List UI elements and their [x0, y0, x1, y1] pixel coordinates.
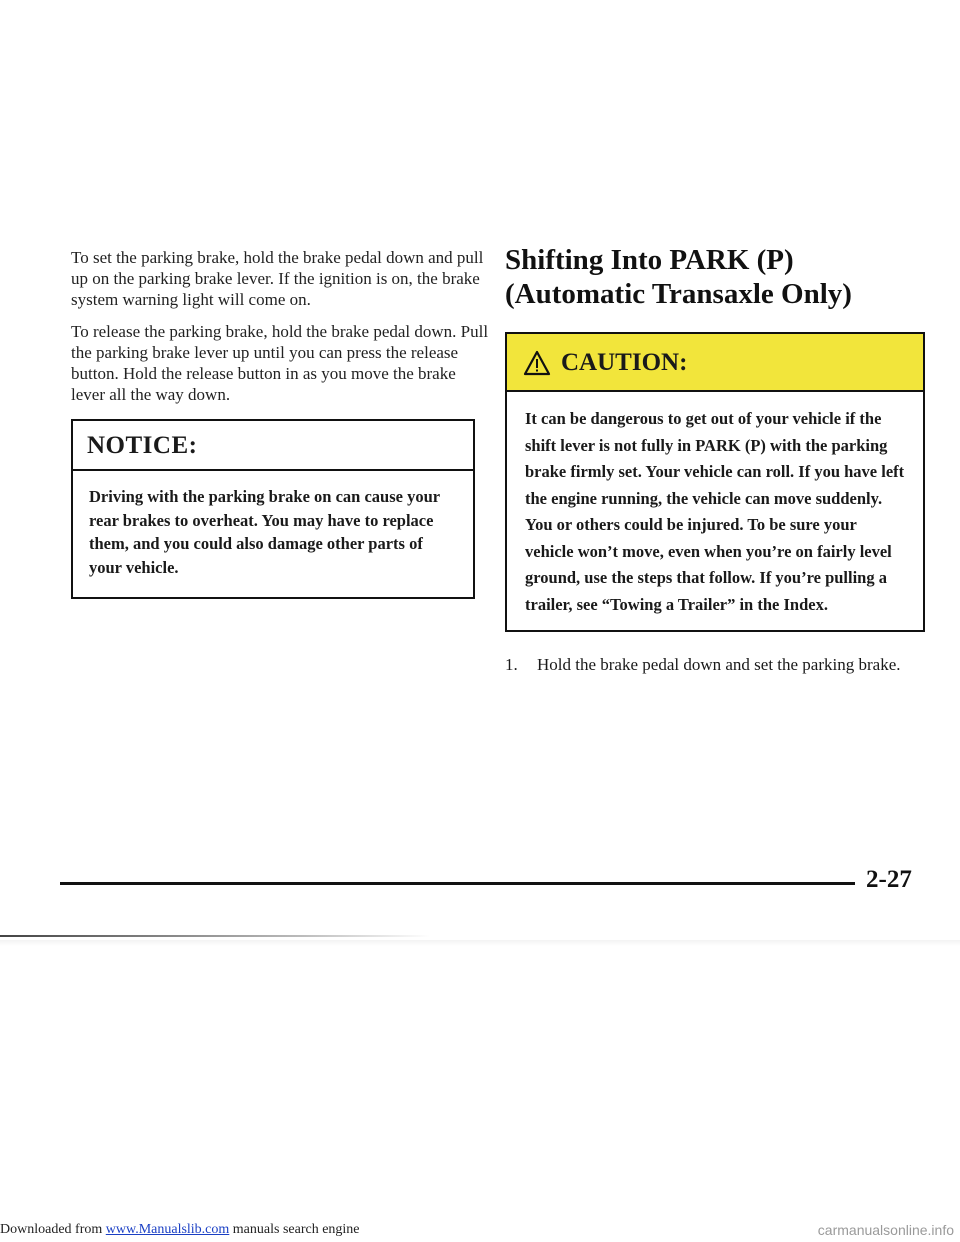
paragraph-set-parking-brake: To set the parking brake, hold the brake pedal down and pull up on the parking brake lever. If the ignition is on, the brake system warning light will come on.	[71, 248, 484, 309]
caution-text: It can be dangerous to get out of your vehicle if the shift lever is not fully in PARK (P) with the parking brake firmly set. Your vehicle can roll. If you have left the engine running, the vehicle can move suddenly. You or others could be injured. To be sure your vehicle won’t move, even when you’re on fairly level ground, use the steps that follow. If you’re pulling a trailer, see “Towing a Trailer” in the Index.	[507, 392, 923, 630]
caution-box	[505, 332, 925, 632]
section-heading	[505, 243, 925, 311]
section-heading-line1: Shifting Into PARK (P)	[505, 244, 794, 276]
step-text: Hold the brake pedal down and set the parking brake.	[537, 655, 901, 674]
footer-rule	[60, 882, 855, 885]
banner-suffix: manuals search engine	[229, 1222, 360, 1237]
warning-triangle-icon	[523, 350, 551, 376]
steps-list	[505, 654, 925, 675]
section-heading-line2: (Automatic Transaxle Only)	[505, 278, 852, 310]
notice-box	[71, 419, 475, 599]
step-number: 1.	[505, 655, 518, 674]
watermark: carmanualsonline.info	[817, 1222, 954, 1238]
banner-prefix: Downloaded from	[0, 1222, 106, 1237]
paragraph-release-parking-brake: To release the parking brake, hold the brake pedal down. Pull the parking brake lever up until you can press the release button. Hold the release button in as you move the brake lever all the way down.	[71, 322, 489, 404]
notice-text: Driving with the parking brake on can cause your rear brakes to overheat. You may have to replace them, and you could also damage other parts of your vehicle.	[89, 487, 440, 577]
manualslib-link[interactable]: www.Manualslib.com	[105, 1222, 230, 1237]
right-column	[505, 243, 925, 675]
caution-header	[507, 334, 923, 392]
list-item	[505, 654, 925, 675]
page-number: 2-27	[866, 866, 912, 893]
notice-title: NOTICE:	[73, 421, 473, 471]
left-column	[71, 247, 491, 599]
download-banner	[0, 1222, 360, 1238]
page-bottom-line	[0, 935, 430, 937]
scan-edge	[0, 940, 960, 946]
caution-title: CAUTION:	[561, 349, 688, 376]
